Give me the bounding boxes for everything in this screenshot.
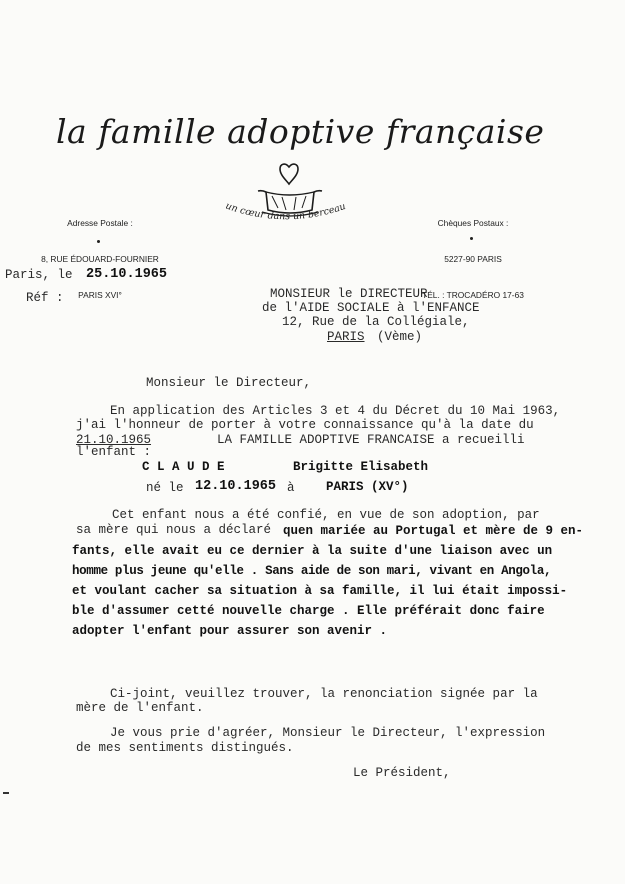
birth-prefix: né le: [146, 481, 184, 495]
p3-line1: Ci-joint, veuillez trouver, la renonciation signée par la: [110, 687, 538, 701]
address-city: PARIS XVI°: [78, 290, 122, 300]
recipient-line1: MONSIEUR le DIRECTEUR: [270, 287, 428, 301]
recipient-line2: de l'AIDE SOCIALE à l'ENFANCE: [262, 301, 480, 315]
cheques-number: 5227-90 PARIS: [444, 254, 502, 264]
motto-text: un cœur dans un berceau: [224, 200, 348, 223]
address-label: Adresse Postale :: [67, 218, 133, 228]
bullet-dot: [470, 237, 473, 240]
birth-at: à: [287, 481, 295, 495]
p1-date: 21.10.1965: [76, 433, 152, 447]
reference-label: Réf :: [26, 291, 64, 305]
p1-line1: En application des Articles 3 et 4 du Décret du 10 Mai 1963,: [110, 404, 561, 418]
motto-curve: [215, 190, 375, 240]
p2-line1: Cet enfant nous a été confié, en vue de son adoption, par: [112, 508, 540, 522]
recipient-district: (Vème): [377, 330, 423, 344]
punch-mark: [3, 792, 9, 794]
svg-text:un cœur dans un berceau: [224, 200, 347, 222]
p4-line2: de mes sentiments distingués.: [76, 741, 294, 755]
p1-line4: l'enfant :: [76, 445, 152, 459]
p2-line7: adopter l'enfant pour assurer son avenir .: [72, 624, 388, 638]
recipient-line3: 12, Rue de la Collégiale,: [282, 315, 470, 329]
p2-line6: ble d'assumer cetté nouvelle charge . Elle préférait donc faire: [72, 604, 545, 618]
p2-line3: fants, elle avait eu ce dernier à la suite d'une liaison avec un: [72, 544, 553, 558]
telephone: TÉL. : TROCADÉRO 17-63: [422, 290, 524, 300]
address-street: 8, RUE ÉDOUARD-FOURNIER: [41, 254, 159, 264]
letterhead-brand: la famille adoptive française: [56, 112, 545, 151]
dateline-place: Paris, le: [5, 268, 73, 282]
p1-line3: LA FAMILLE ADOPTIVE FRANCAISE a recueilli: [217, 433, 525, 447]
p2-line5: et voulant cacher sa situation à sa famille, il lui était impossi-: [72, 584, 568, 598]
salutation: Monsieur le Directeur,: [146, 376, 312, 390]
recipient-city: PARIS: [327, 330, 365, 344]
bullet-dot: [97, 240, 100, 243]
p3-line2: mère de l'enfant.: [76, 701, 204, 715]
cheques-label: Chèques Postaux :: [437, 218, 509, 228]
child-surname: C L A U D E: [142, 460, 225, 474]
birth-place: PARIS (XV°): [326, 480, 409, 494]
dateline-date: 25.10.1965: [86, 267, 168, 282]
child-given-names: Brigitte Elisabeth: [293, 460, 429, 474]
p1-line2: j'ai l'honneur de porter à votre connaissance qu'à la date du: [76, 418, 534, 432]
signature-title: Le Président,: [353, 766, 451, 780]
p2-line2: sa mère qui nous a déclaré: [76, 523, 272, 537]
p2-line2-bold: quen mariée au Portugal et mère de 9 en-: [283, 524, 584, 538]
p2-line4: homme plus jeune qu'elle . Sans aide de son mari, vivant en Angola,: [72, 564, 552, 578]
p4-line1: Je vous prie d'agréer, Monsieur le Directeur, l'expression: [110, 726, 546, 740]
birth-date: 12.10.1965: [195, 479, 277, 494]
